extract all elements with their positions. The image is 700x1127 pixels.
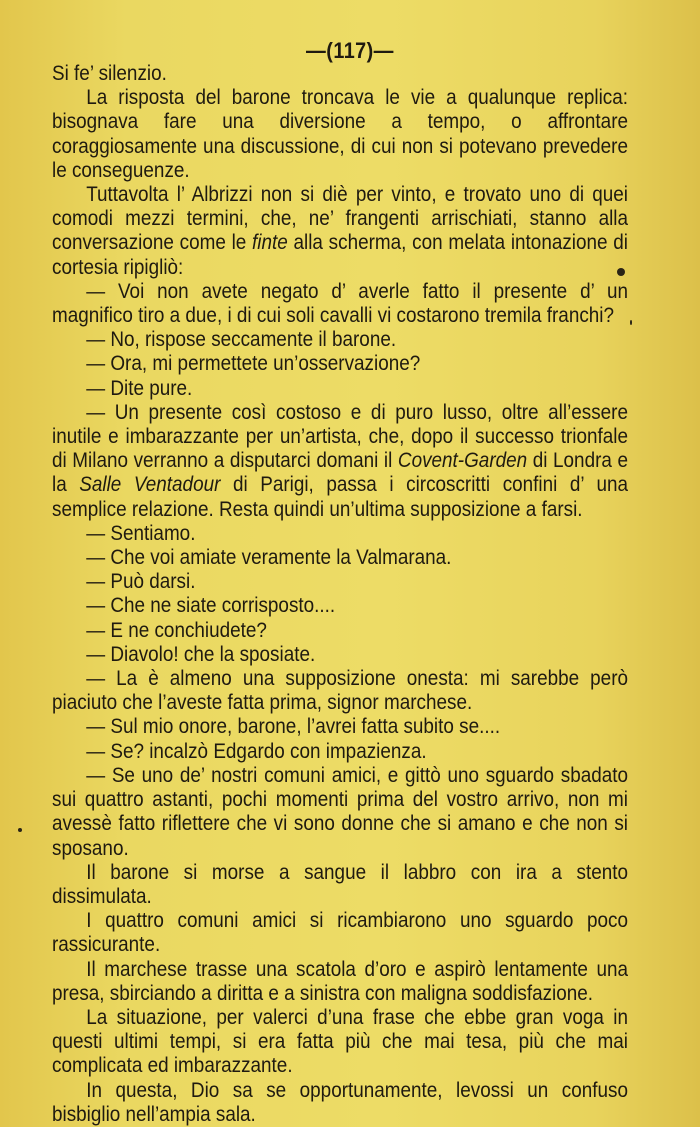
paragraph: Si fe’ silenzio. bbox=[52, 62, 167, 85]
paragraph: — Può darsi. bbox=[86, 570, 196, 594]
paragraph: — Sul mio onore, barone, l’avrei fatta subito se.... bbox=[86, 715, 501, 739]
paragraph: — Ora, mi permettete un’osservazione? bbox=[86, 352, 421, 376]
paragraph: — Che ne siate corrisposto.... bbox=[86, 594, 336, 618]
paragraph bbox=[52, 401, 628, 522]
paragraph: — Se uno de’ nostri comuni amici, e gittò uno sguardo sbadato sui quattro astanti, pochi momenti prima del vostro arrivo, non mi avessè fatto riflettere che vi sono donne che si amano e che non si sposano. bbox=[52, 763, 628, 860]
paragraph: In questa, Dio sa se opportunamente, levossi un confuso bisbiglio nell’ampia sala. bbox=[52, 1078, 628, 1126]
italic-term: Salle Ventadour bbox=[79, 473, 221, 497]
italic-term: Covent-Garden bbox=[397, 449, 528, 473]
paragraph: — La è almeno una supposizione onesta: mi sarebbe però piaciuto che l’aveste fatta prima, signor marchese. bbox=[52, 667, 628, 715]
ink-speck bbox=[630, 320, 632, 325]
paragraph bbox=[52, 183, 628, 280]
paragraph-text: di Londra e la bbox=[52, 449, 628, 497]
paragraph: — Dite pure. bbox=[86, 376, 193, 400]
page-number: —(117)— bbox=[306, 38, 394, 63]
paragraph-text: alla scherma, con melata intonazione di cortesia ripigliò: bbox=[52, 231, 628, 279]
paragraph: I quattro comuni amici si ricambiarono uno sguardo poco rassicurante. bbox=[52, 909, 628, 957]
paragraph: — Diavolo! che la sposiate. bbox=[86, 642, 316, 666]
paragraph: Il marchese trasse una scatola d’oro e aspirò lentamente una presa, sbirciando a diritta e a sinistra con maligna soddisfazione. bbox=[52, 957, 628, 1005]
italic-term: finte bbox=[252, 231, 288, 255]
paragraph: — Voi non avete negato d’ averle fatto il presente d’ un magnifico tiro a due, i di cui soli cavalli vi costarono tremila franchi? bbox=[52, 279, 628, 328]
paragraph-text: — Un presente così costoso e di puro lusso, oltre all’essere inutile e imbarazzante per un’artista, che, dopo il successo trionfale di Milano verranno a disputarci domani il bbox=[52, 400, 628, 473]
paragraph: — Sentiamo. bbox=[86, 521, 196, 545]
paragraph: La risposta del barone troncava le vie a qualunque replica: bisognava fare una diversione a tempo, o affrontare coraggiosamente una discussione, di cui non si potevano prevedere le conseguenze. bbox=[52, 86, 628, 182]
paragraph: — No, rispose seccamente il barone. bbox=[86, 328, 397, 352]
paragraph-text: di Parigi, passa i circoscritti confini d’ una semplice relazione. Resta quindi un’ultima supposizione a farsi. bbox=[52, 473, 628, 521]
paragraph: Il barone si morse a sangue il labbro con ira a stento dissimulata. bbox=[52, 860, 628, 908]
page-body bbox=[52, 62, 628, 1127]
paragraph-text: Tuttavolta l’ Albrizzi non si diè per vinto, e trovato uno di quei comodi mezzi termini, che, ne’ frangenti arrischiati, stanno alla conversazione come le bbox=[52, 183, 628, 255]
paragraph: — Che voi amiate veramente la Valmarana. bbox=[86, 546, 452, 570]
paragraph: — Se? incalzò Edgardo con impazienza. bbox=[86, 739, 427, 763]
ink-speck bbox=[617, 268, 625, 276]
paragraph: — E ne conchiudete? bbox=[86, 618, 267, 642]
paragraph: La situazione, per valerci d’una frase che ebbe gran voga in questi ultimi tempi, si era fatta più che mai tesa, più che mai complicata ed imbarazzante. bbox=[52, 1005, 628, 1078]
ink-speck bbox=[18, 828, 22, 832]
